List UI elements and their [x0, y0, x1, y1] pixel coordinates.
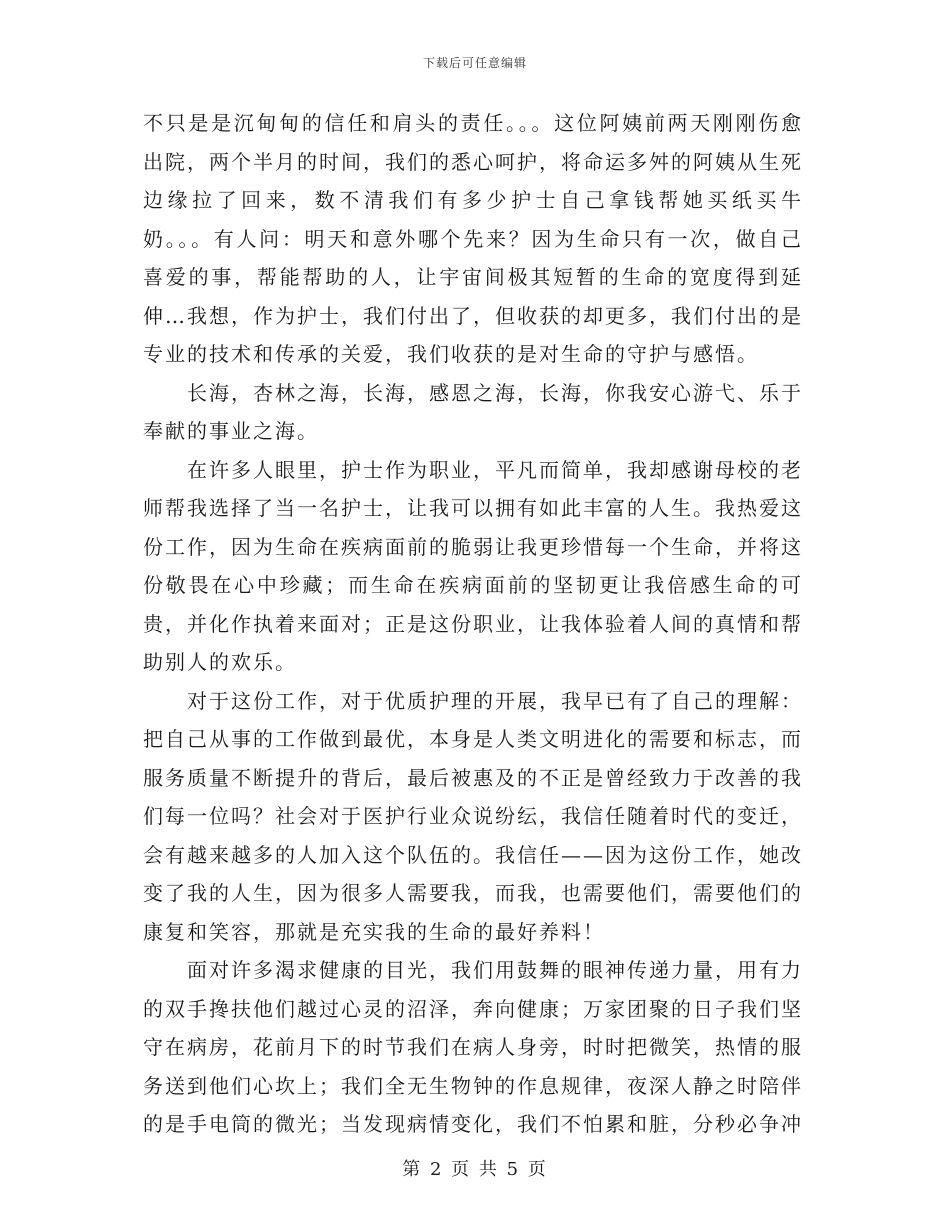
page-number-footer: 第 2 页 共 5 页: [402, 1159, 548, 1180]
page-header: 下载后可任意编辑: [422, 56, 527, 70]
paragraph-1: 不只是是沉甸甸的信任和肩头的责任。。。这位阿姨前两天刚刚伤愈出院，两个半月的时间，我们的悉心呵护，将命运多舛的阿姨从生死边缘拉了回来，数不清我们有多少护士自己拿钱帮她买纸买牛奶。。。有人问：明天和意外哪个先来？因为生命只有一次，做自己喜爱的事，帮能帮助的人，让宇宙间极其短暂的生命的宽度得到延伸…我想，作为护士，我们付出了，但收获的却更多，我们付出的是专业的技术和传承的关爱，我们收获的是对生命的守护与感悟。: [143, 111, 803, 366]
paragraph-4: 对于这份工作，对于优质护理的开展，我早已有了自己的理解：把自己从事的工作做到最优，本身是人类文明进化的需要和标志，而服务质量不断提升的背后，最后被惠及的不正是曾经致力于改善的我们每一位吗？社会对于医护行业众说纷纭，我信任随着时代的变迁，会有越来越多的人加入这个队伍的。我信任——因为这份工作，她改变了我的人生，因为很多人需要我，而我，也需要他们，需要他们的康复和笑容，那就是充实我的生命的最好养料！: [143, 688, 803, 944]
paragraph-2: 长海，杏林之海，长海，感恩之海，长海，你我安心游弋、乐于奉献的事业之海。: [143, 380, 803, 443]
paragraph-5: 面对许多渴求健康的目光，我们用鼓舞的眼神传递力量，用有力的双手搀扶他们越过心灵的沼泽，奔向健康；万家团聚的日子我们坚守在病房，花前月下的时节我们在病人身旁，时时把微笑，热情的服务送到他们心坎上；我们全无生物钟的作息规律，夜深人静之时陪伴的是手电筒的微光；当发现病情变化，我们不怕累和脏，分秒必争冲: [143, 958, 803, 1136]
document-body: [143, 104, 803, 1144]
paragraph-3: 在许多人眼里，护士作为职业，平凡而简单，我却感谢母校的老师帮我选择了当一名护士，让我可以拥有如此丰富的人生。我热爱这份工作，因为生命在疾病面前的脆弱让我更珍惜每一个生命，并将这份敬畏在心中珍藏；而生命在疾病面前的坚韧更让我倍感生命的可贵，并化作执着来面对；正是这份职业，让我体验着人间的真情和帮助别人的欢乐。: [143, 457, 803, 674]
